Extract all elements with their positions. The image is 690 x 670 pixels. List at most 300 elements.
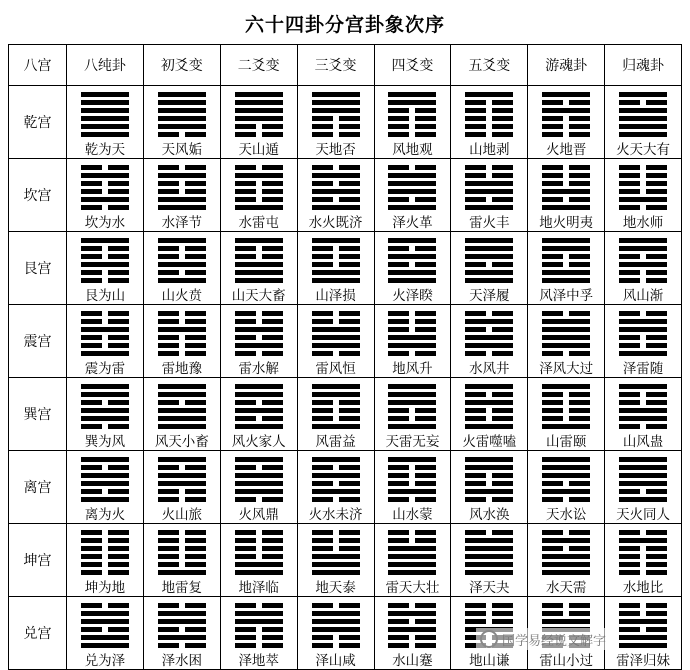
hexagram-name: 风火家人 [231, 434, 286, 450]
yang-line [312, 384, 360, 389]
hexagram-name: 水天需 [545, 580, 587, 596]
yin-line [619, 530, 667, 535]
yin-line [81, 570, 129, 575]
yang-line [388, 489, 436, 494]
yin-line [619, 562, 667, 567]
yang-line [312, 278, 360, 283]
hexagram-symbol [542, 92, 590, 137]
hexagram-name: 巽为风 [84, 434, 126, 450]
watermark [476, 628, 610, 650]
hexagram-name: 水泽节 [161, 215, 203, 231]
hexagram-symbol [81, 530, 129, 575]
yang-line [465, 238, 513, 243]
yang-line [235, 424, 283, 429]
wechat-icon [480, 630, 498, 648]
hexagram-cell [143, 597, 220, 670]
yang-line [158, 197, 206, 202]
hexagram-cell [220, 597, 297, 670]
hexagram-name: 天泽履 [469, 288, 510, 304]
hexagram-name: 水地比 [622, 580, 664, 596]
yang-line [619, 408, 667, 413]
yin-line [619, 181, 667, 186]
yin-line [235, 603, 283, 608]
yin-line [81, 205, 129, 210]
yin-line [312, 400, 360, 405]
yang-line [158, 124, 206, 129]
yin-line [235, 416, 283, 421]
header-wandering: 游魂卦 [528, 45, 605, 86]
yang-line [619, 643, 667, 648]
yang-line [619, 481, 667, 486]
yang-line [81, 351, 129, 356]
watermark-text: 国学易经说文解字 [502, 633, 607, 649]
hexagram-symbol [312, 530, 360, 575]
yin-line [81, 465, 129, 470]
hexagram-symbol [235, 603, 283, 648]
yin-line [542, 124, 590, 129]
yang-line [465, 246, 513, 251]
yin-line [388, 643, 436, 648]
yin-line [81, 270, 129, 275]
hexagram-name: 坤为地 [84, 580, 126, 596]
hexagram-cell [374, 86, 451, 159]
yang-line [619, 635, 667, 640]
palace-row [9, 232, 682, 305]
yin-line [158, 643, 206, 648]
yin-line [388, 635, 436, 640]
yang-line [158, 416, 206, 421]
yin-line [619, 554, 667, 559]
hexagram-name: 雷山小过 [539, 653, 594, 669]
yin-line [388, 530, 436, 535]
hexagram-cell [143, 86, 220, 159]
yang-line [235, 473, 283, 478]
yang-line [465, 465, 513, 470]
yin-line [542, 165, 590, 170]
yin-line [312, 246, 360, 251]
yang-line [158, 481, 206, 486]
yang-line [235, 327, 283, 332]
yin-line [619, 627, 667, 632]
hexagram-cell [605, 159, 682, 232]
hexagram-cell [605, 378, 682, 451]
yin-line [81, 189, 129, 194]
yang-line [81, 116, 129, 121]
hexagram-cell [220, 524, 297, 597]
yang-line [388, 254, 436, 259]
yang-line [619, 246, 667, 251]
yin-line [81, 400, 129, 405]
hexagram-name: 乾为天 [84, 142, 126, 158]
hexagram-name: 天雷无妄 [385, 434, 440, 450]
yin-line [158, 351, 206, 356]
yin-line [388, 311, 436, 316]
hexagram-name: 泽火革 [392, 215, 433, 231]
yang-line [542, 278, 590, 283]
yin-line [312, 319, 360, 324]
yin-line [542, 530, 590, 535]
yin-line [235, 546, 283, 551]
yin-line [81, 627, 129, 632]
yin-line [542, 311, 590, 316]
yin-line [158, 546, 206, 551]
palace-label: 离宫 [9, 451, 67, 524]
yin-line [542, 181, 590, 186]
yin-line [619, 424, 667, 429]
yang-line [619, 319, 667, 324]
header-line3: 三爻变 [297, 45, 374, 86]
hexagram-symbol [542, 311, 590, 356]
hexagram-name: 地天泰 [315, 580, 356, 596]
yin-line [619, 335, 667, 340]
yang-line [465, 554, 513, 559]
yin-line [158, 530, 206, 535]
yin-line [619, 270, 667, 275]
yin-line [619, 603, 667, 608]
yin-line [465, 311, 513, 316]
yang-line [235, 457, 283, 462]
yin-line [312, 635, 360, 640]
hexagram-name: 天火同人 [616, 507, 671, 523]
hexagram-cell [297, 159, 374, 232]
hexagram-symbol [388, 384, 436, 429]
yin-line [542, 603, 590, 608]
yin-line [81, 538, 129, 543]
yang-line [158, 116, 206, 121]
yin-line [158, 254, 206, 259]
header-pure: 八纯卦 [67, 45, 144, 86]
hexagram-cell [451, 159, 528, 232]
yang-line [81, 457, 129, 462]
yin-line [235, 554, 283, 559]
yang-line [158, 611, 206, 616]
yang-line [235, 173, 283, 178]
hexagram-name: 风地观 [392, 142, 433, 158]
yin-line [619, 546, 667, 551]
hexagram-name: 山地剥 [469, 142, 510, 158]
hexagram-symbol [542, 530, 590, 575]
yin-line [542, 392, 590, 397]
yang-line [312, 343, 360, 348]
hexagram-cell [528, 378, 605, 451]
yang-line [388, 400, 436, 405]
yang-line [158, 278, 206, 283]
yang-line [312, 335, 360, 340]
yin-line [81, 489, 129, 494]
hexagram-name: 泽山咸 [315, 653, 356, 669]
yang-line [542, 489, 590, 494]
hexagram-cell [297, 232, 374, 305]
yang-line [312, 562, 360, 567]
hexagram-symbol [465, 311, 513, 356]
hexagram-name: 风泽中孚 [539, 288, 594, 304]
yang-line [388, 189, 436, 194]
yin-line [542, 262, 590, 267]
yin-line [388, 132, 436, 137]
yin-line [81, 319, 129, 324]
yin-line [81, 546, 129, 551]
yang-line [619, 351, 667, 356]
yin-line [158, 181, 206, 186]
yin-line [465, 603, 513, 608]
hexagram-cell [143, 232, 220, 305]
hexagram-symbol [388, 92, 436, 137]
yang-line [542, 270, 590, 275]
hexagram-name: 地火明夷 [539, 215, 594, 231]
yang-line [388, 611, 436, 616]
yin-line [388, 473, 436, 478]
hexagram-cell [451, 305, 528, 378]
yang-line [542, 570, 590, 575]
yang-line [235, 238, 283, 243]
hexagram-name: 地雷复 [161, 580, 203, 596]
hexagram-cell [528, 159, 605, 232]
hexagram-symbol [542, 457, 590, 502]
yin-line [542, 416, 590, 421]
hexagram-symbol [81, 603, 129, 648]
yang-line [235, 116, 283, 121]
yin-line [158, 603, 206, 608]
hexagram-symbol [388, 530, 436, 575]
hexagram-symbol [312, 384, 360, 429]
yin-line [312, 546, 360, 551]
yin-line [158, 270, 206, 275]
yin-line [619, 400, 667, 405]
hexagram-symbol [388, 238, 436, 283]
hexagram-name: 山天大畜 [231, 288, 286, 304]
yin-line [388, 497, 436, 502]
hexagram-symbol [158, 311, 206, 356]
hexagram-symbol [312, 92, 360, 137]
hexagram-cell [605, 451, 682, 524]
hexagram-symbol [81, 457, 129, 502]
hexagram-symbol [312, 457, 360, 502]
hexagram-name: 泽天夬 [469, 580, 510, 596]
yang-line [465, 424, 513, 429]
yin-line [312, 262, 360, 267]
yin-line [312, 408, 360, 413]
yin-line [388, 603, 436, 608]
palace-row [9, 86, 682, 159]
hexagram-symbol [619, 603, 667, 648]
hexagram-name: 泽风大过 [539, 361, 594, 377]
yang-line [542, 319, 590, 324]
yang-line [312, 270, 360, 275]
yin-line [465, 165, 513, 170]
yin-line [619, 392, 667, 397]
yin-line [465, 416, 513, 421]
hexagram-cell [528, 86, 605, 159]
yin-line [542, 546, 590, 551]
yin-line [158, 246, 206, 251]
yin-line [235, 246, 283, 251]
yin-line [81, 278, 129, 283]
hexagram-name: 火泽睽 [392, 288, 433, 304]
yin-line [542, 116, 590, 121]
hexagram-cell [297, 378, 374, 451]
yin-line [619, 611, 667, 616]
yin-line [312, 197, 360, 202]
yin-line [312, 538, 360, 543]
yang-line [235, 384, 283, 389]
yang-line [542, 238, 590, 243]
yang-line [81, 416, 129, 421]
hexagram-cell [67, 305, 144, 378]
yin-line [542, 481, 590, 486]
yin-line [619, 254, 667, 259]
yin-line [235, 643, 283, 648]
yang-line [619, 327, 667, 332]
yin-line [312, 165, 360, 170]
hexagram-name: 泽雷随 [622, 361, 664, 377]
hexagram-cell [297, 524, 374, 597]
yang-line [542, 562, 590, 567]
yang-line [542, 473, 590, 478]
yin-line [542, 400, 590, 405]
yang-line [235, 481, 283, 486]
yang-line [312, 108, 360, 113]
palace-row [9, 305, 682, 378]
yin-line [619, 311, 667, 316]
yang-line [312, 238, 360, 243]
hexagram-cell [374, 159, 451, 232]
yang-line [312, 100, 360, 105]
yin-line [81, 603, 129, 608]
hexagram-cell [451, 524, 528, 597]
yang-line [158, 457, 206, 462]
yang-line [465, 384, 513, 389]
hexagram-cell [67, 524, 144, 597]
hexagram-cell [528, 305, 605, 378]
yin-line [81, 246, 129, 251]
yang-line [81, 384, 129, 389]
yin-line [158, 497, 206, 502]
hexagram-cell [67, 159, 144, 232]
yin-line [542, 497, 590, 502]
yang-line [158, 92, 206, 97]
yang-line [388, 205, 436, 210]
yin-line [388, 538, 436, 543]
yin-line [388, 351, 436, 356]
hexagram-name: 山泽损 [315, 288, 356, 304]
yin-line [81, 254, 129, 259]
yin-line [388, 327, 436, 332]
hexagram-cell [374, 232, 451, 305]
yin-line [235, 165, 283, 170]
yang-line [465, 400, 513, 405]
yang-line [158, 108, 206, 113]
yin-line [465, 473, 513, 478]
yin-line [312, 481, 360, 486]
yang-line [388, 627, 436, 632]
hexagram-cell [374, 524, 451, 597]
hexagram-cell [143, 305, 220, 378]
yin-line [81, 165, 129, 170]
yin-line [235, 497, 283, 502]
yin-line [542, 100, 590, 105]
hexagram-name: 离为火 [84, 507, 126, 523]
yang-line [235, 92, 283, 97]
hexagram-name: 风山渐 [622, 288, 664, 304]
yin-line [158, 538, 206, 543]
yang-line [312, 619, 360, 624]
yang-line [542, 424, 590, 429]
yin-line [235, 319, 283, 324]
yang-line [235, 108, 283, 113]
hexagram-name: 水山蹇 [392, 653, 433, 669]
yin-line [542, 408, 590, 413]
yin-line [235, 530, 283, 535]
hexagram-symbol [388, 311, 436, 356]
yang-line [388, 392, 436, 397]
hexagram-name: 雷泽归妹 [616, 653, 671, 669]
yin-line [619, 205, 667, 210]
yin-line [619, 165, 667, 170]
hexagram-symbol [235, 384, 283, 429]
yang-line [312, 173, 360, 178]
hexagram-name: 风天小畜 [154, 434, 209, 450]
yin-line [465, 262, 513, 267]
hexagram-cell [143, 524, 220, 597]
hexagram-symbol [619, 92, 667, 137]
hexagram-symbol [158, 165, 206, 210]
yang-line [81, 262, 129, 267]
yang-line [619, 619, 667, 624]
yang-line [619, 116, 667, 121]
yang-line [619, 92, 667, 97]
hexagram-cell [451, 451, 528, 524]
header-line2: 二爻变 [220, 45, 297, 86]
hexagram-cell [67, 451, 144, 524]
yin-line [81, 335, 129, 340]
yang-line [81, 124, 129, 129]
yin-line [465, 530, 513, 535]
hexagram-cell [605, 305, 682, 378]
hexagram-symbol [235, 530, 283, 575]
palace-label: 兑宫 [9, 597, 67, 670]
header-line1: 初爻变 [143, 45, 220, 86]
yang-line [235, 611, 283, 616]
hexagram-symbol [619, 311, 667, 356]
yin-line [388, 165, 436, 170]
hexagram-name: 火水未济 [308, 507, 363, 523]
hexagram-symbol [465, 457, 513, 502]
yin-line [465, 108, 513, 113]
hexagram-symbol [81, 238, 129, 283]
yin-line [312, 497, 360, 502]
yin-line [235, 311, 283, 316]
yin-line [619, 278, 667, 283]
hexagram-symbol [81, 92, 129, 137]
hexagram-cell [220, 159, 297, 232]
hexagram-name: 兑为泽 [84, 653, 126, 669]
yin-line [312, 132, 360, 137]
yang-line [158, 619, 206, 624]
yang-line [312, 570, 360, 575]
hexagram-symbol [158, 530, 206, 575]
hexagram-cell [220, 86, 297, 159]
yin-line [542, 132, 590, 137]
yang-line [388, 343, 436, 348]
yin-line [158, 311, 206, 316]
hexagram-cell [528, 232, 605, 305]
yin-line [388, 246, 436, 251]
hexagram-name: 风水涣 [469, 507, 510, 523]
hexagram-name: 山雷颐 [545, 434, 587, 450]
palace-row [9, 159, 682, 232]
yang-line [312, 457, 360, 462]
yang-line [81, 497, 129, 502]
